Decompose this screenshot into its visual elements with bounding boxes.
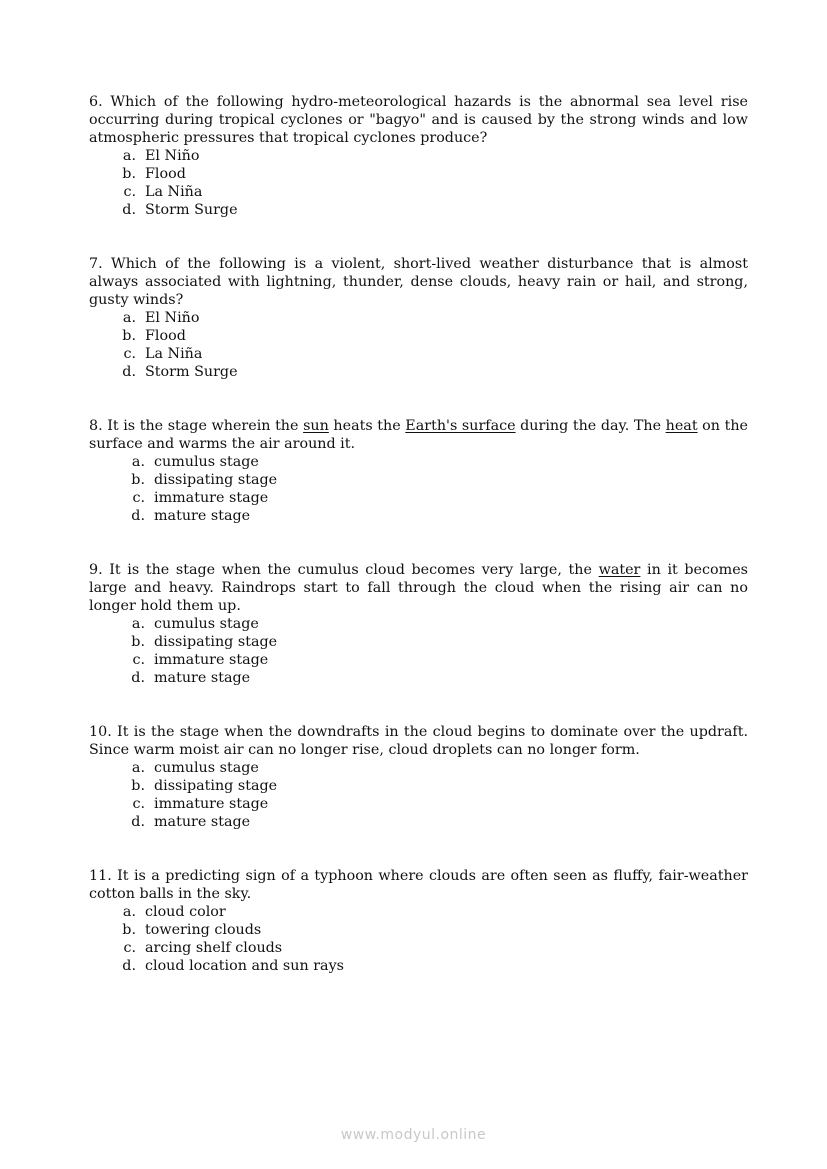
option-item: [111, 957, 748, 975]
option-text: Flood: [145, 166, 186, 182]
question-8: [89, 417, 748, 525]
option-item: [120, 759, 748, 777]
option-letter: b.: [122, 922, 136, 938]
option-text: towering clouds: [145, 922, 262, 938]
question-11: [89, 867, 748, 975]
option-item: [120, 471, 748, 489]
question-text: 7. Which of the following is a violent, short-lived weather disturbance that is almost always associated with lightning, thunder, dense clouds, heavy rain or hail, and strong, gusty winds?: [89, 256, 748, 308]
option-letter: d.: [122, 202, 136, 218]
question-text-part: 9. It is the stage when the cumulus cloud becomes very large, the: [89, 562, 599, 578]
option-item: [120, 669, 748, 687]
option-item: [111, 309, 748, 327]
option-text: La Niña: [145, 184, 203, 200]
question-6: [89, 93, 748, 219]
option-text: cloud color: [145, 904, 226, 920]
question-10: [89, 723, 748, 831]
option-item: [111, 147, 748, 165]
question-text: [89, 561, 748, 615]
question-9: [89, 561, 748, 687]
option-item: [120, 813, 748, 831]
option-item: [111, 201, 748, 219]
question-text: 11. It is a predicting sign of a typhoon where clouds are often seen as fluffy, fair-weather cotton balls in the sky.: [89, 868, 748, 902]
option-text: mature stage: [154, 670, 251, 686]
option-item: [120, 651, 748, 669]
option-letter: b.: [131, 472, 145, 488]
option-text: cumulus stage: [154, 454, 259, 470]
watermark: www.modyul.online: [340, 1127, 487, 1143]
option-list: [120, 453, 748, 525]
option-text: Flood: [145, 328, 186, 344]
option-letter: b.: [122, 328, 136, 344]
option-list: [111, 147, 748, 219]
option-letter: d.: [131, 670, 145, 686]
option-text: El Niño: [145, 148, 200, 164]
option-item: [111, 939, 748, 957]
option-text: Storm Surge: [145, 202, 238, 218]
option-text: immature stage: [154, 796, 269, 812]
option-letter: a.: [122, 310, 136, 326]
option-text: El Niño: [145, 310, 200, 326]
spacer: [89, 525, 748, 561]
option-letter: d.: [122, 958, 136, 974]
spacer: [89, 831, 748, 867]
underlined-term: water: [598, 562, 641, 578]
underlined-term: sun: [303, 418, 329, 434]
option-list: [120, 615, 748, 687]
option-letter: a.: [122, 904, 136, 920]
option-item: [111, 165, 748, 183]
option-list: [111, 903, 748, 975]
option-item: [120, 453, 748, 471]
option-item: [111, 921, 748, 939]
option-letter: d.: [122, 364, 136, 380]
option-text: Storm Surge: [145, 364, 238, 380]
question-7: [89, 255, 748, 381]
option-item: [111, 327, 748, 345]
option-letter: a.: [131, 454, 145, 470]
option-text: arcing shelf clouds: [145, 940, 283, 956]
option-item: [111, 363, 748, 381]
option-item: [120, 633, 748, 651]
spacer: [89, 381, 748, 417]
option-text: mature stage: [154, 508, 251, 524]
question-text-part: in it becomes large and heavy. Raindrops start to fall through the cloud when the rising air can no longer hold them up.: [89, 562, 748, 614]
option-item: [120, 507, 748, 525]
option-text: La Niña: [145, 346, 203, 362]
option-text: dissipating stage: [154, 778, 278, 794]
option-letter: c.: [132, 796, 145, 812]
question-text: 6. Which of the following hydro-meteorological hazards is the abnormal sea level rise occurring during tropical cyclones or "bagyo" and is caused by the strong winds and low atmospheric pressures that tropical cyclones produce?: [89, 94, 748, 146]
option-letter: c.: [123, 346, 136, 362]
option-text: dissipating stage: [154, 634, 278, 650]
option-item: [120, 777, 748, 795]
option-text: dissipating stage: [154, 472, 278, 488]
option-item: [120, 615, 748, 633]
document-page: [89, 93, 748, 975]
question-text: 10. It is the stage when the downdrafts in the cloud begins to dominate over the updraft. Since warm moist air can no longer rise, cloud droplets can no longer form.: [89, 724, 748, 758]
option-item: [111, 345, 748, 363]
option-letter: b.: [122, 166, 136, 182]
option-item: [111, 183, 748, 201]
option-text: cumulus stage: [154, 616, 259, 632]
spacer: [89, 687, 748, 723]
option-text: cloud location and sun rays: [145, 958, 344, 974]
option-letter: b.: [131, 634, 145, 650]
option-letter: c.: [132, 490, 145, 506]
option-letter: d.: [131, 814, 145, 830]
option-letter: a.: [131, 760, 145, 776]
option-text: cumulus stage: [154, 760, 259, 776]
underlined-term: Earth's surface: [405, 418, 516, 434]
option-item: [120, 795, 748, 813]
option-item: [120, 489, 748, 507]
question-text-part: heats the: [328, 418, 406, 434]
option-list: [120, 759, 748, 831]
option-letter: a.: [131, 616, 145, 632]
question-text-part: 8. It is the stage wherein the: [89, 418, 304, 434]
question-text-part: on the surface and warms the air around it.: [89, 418, 748, 452]
option-letter: c.: [132, 652, 145, 668]
option-letter: d.: [131, 508, 145, 524]
option-item: [111, 903, 748, 921]
option-letter: b.: [131, 778, 145, 794]
underlined-term: heat: [665, 418, 698, 434]
spacer: [89, 219, 748, 255]
option-list: [111, 309, 748, 381]
option-text: mature stage: [154, 814, 251, 830]
option-letter: a.: [122, 148, 136, 164]
question-text: [89, 417, 748, 453]
option-letter: c.: [123, 184, 136, 200]
option-text: immature stage: [154, 490, 269, 506]
question-text-part: during the day. The: [515, 418, 666, 434]
option-letter: c.: [123, 940, 136, 956]
option-text: immature stage: [154, 652, 269, 668]
